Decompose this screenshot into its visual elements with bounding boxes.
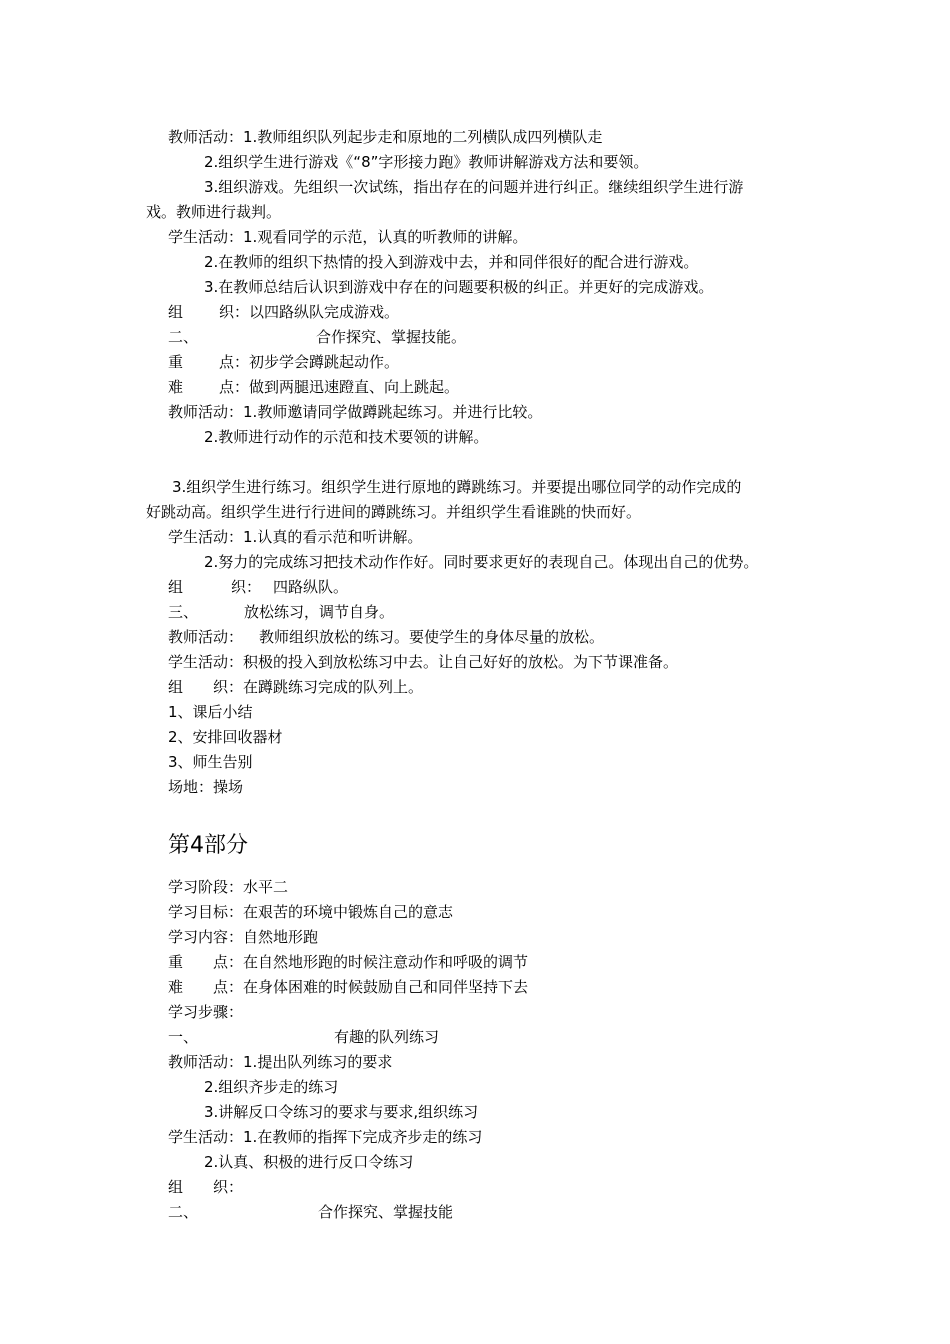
teacher-activity-item: 3.组织游戏。先组织一次试练，指出存在的问题并进行纠正。继续组织学生进行游	[204, 178, 744, 196]
student-activity-label: 学生活动：	[168, 528, 244, 546]
part-heading: 第4部分	[168, 833, 248, 858]
closing-item: 2、安排回收器材	[168, 728, 283, 746]
section-title: 放松练习，调节自身。	[244, 603, 395, 621]
student-activity-item: 1.观看同学的示范，认真的听教师的讲解。	[243, 228, 528, 246]
section-heading-3	[168, 602, 394, 622]
teacher-activity-line-1	[168, 1052, 392, 1072]
teacher-activity-item: 1.提出队列练习的要求	[243, 1053, 393, 1071]
teacher-activity-label: 教师活动：	[168, 128, 244, 146]
closing-item: 3、师生告别	[168, 753, 253, 771]
section-title: 有趣的队列练习	[334, 1028, 440, 1046]
student-activity-label: 学生活动：	[168, 228, 244, 246]
teacher-activity-item: 1.教师邀请同学做蹲跳起练习。并进行比较。	[243, 403, 543, 421]
student-activity-item: 2.在教师的组织下热情的投入到游戏中去，并和同伴很好的配合进行游戏。	[204, 253, 699, 271]
section-number: 二、	[168, 328, 199, 346]
teacher-activity-item: 2.组织学生进行游戏《“8”字形接力跑》教师讲解游戏方法和要领。	[204, 153, 649, 171]
section-number: 三、	[168, 603, 199, 621]
teacher-activity-label: 教师活动：	[168, 403, 244, 421]
teacher-activity-line	[168, 627, 604, 647]
teacher-activity-item: 2.组织齐步走的练习	[204, 1078, 339, 1096]
student-activity-item: 2.认真、积极的进行反口令练习	[204, 1153, 414, 1171]
section-number: 二、	[168, 1203, 199, 1221]
section-heading-2	[168, 327, 466, 347]
difficulty-line: 难 点：在身体困难的时候鼓励自己和同伴坚持下去	[168, 978, 529, 996]
student-activity-item: 3.在教师总结后认识到游戏中存在的问题要积极的纠正。并更好的完成游戏。	[204, 278, 714, 296]
student-activity-line-1	[168, 1127, 482, 1147]
student-activity-item: 1.在教师的指挥下完成齐步走的练习	[243, 1128, 483, 1146]
student-activity-item: 1.认真的看示范和听讲解。	[243, 528, 423, 546]
learning-content-line: 学习内容：自然地形跑	[168, 928, 319, 946]
closing-item: 1、课后小结	[168, 703, 253, 721]
teacher-activity-item-continuation: 好跳动高。组织学生进行行进间的蹲跳练习。并组织学生看谁跳的快而好。	[146, 503, 642, 521]
step-heading-1	[168, 1027, 439, 1047]
organization-line: 组 织：	[168, 1178, 244, 1196]
section-title: 合作探究、掌握技能	[318, 1203, 454, 1221]
teacher-activity-item: 1.教师组织队列起步走和原地的二列横队成四列横队走	[243, 128, 603, 146]
learning-goal-line: 学习目标：在艰苦的环境中锻炼自己的意志	[168, 903, 454, 921]
section-title: 合作探究、掌握技能。	[316, 328, 467, 346]
student-activity-line-1	[168, 527, 422, 547]
step-heading-2	[168, 1202, 453, 1222]
teacher-activity-item-continuation: 戏。教师进行裁判。	[146, 203, 282, 221]
teacher-activity-item: 2.教师进行动作的示范和技术要领的讲解。	[204, 428, 489, 446]
organization-line: 组 织： 四路纵队。	[168, 578, 349, 596]
teacher-activity-item: 3.组织学生进行练习。组织学生进行原地的蹲跳练习。并要提出哪位同学的动作完成的	[172, 478, 742, 496]
organization-line: 组 织：以四路纵队完成游戏。	[168, 303, 400, 321]
teacher-activity-line-1	[168, 402, 542, 422]
teacher-activity-item: 3.讲解反口令练习的要求与要求,组织练习	[204, 1103, 479, 1121]
teacher-activity-label: 教师活动：	[168, 628, 244, 646]
teacher-activity-item: 教师组织放松的练习。要使学生的身体尽量的放松。	[259, 628, 605, 646]
learning-stage-line: 学习阶段：水平二	[168, 878, 289, 896]
organization-line: 组 织：在蹲跳练习完成的队列上。	[168, 678, 424, 696]
difficulty-line: 难 点：做到两腿迅速蹬直、向上跳起。	[168, 378, 460, 396]
venue-line: 场地：操场	[168, 778, 244, 796]
key-point-line: 重 点：在自然地形跑的时候注意动作和呼吸的调节	[168, 953, 529, 971]
student-activity-item: 2.努力的完成练习把技术动作作好。同时要求更好的表现自己。体现出自己的优势。	[204, 553, 759, 571]
student-activity-label: 学生活动：	[168, 1128, 244, 1146]
teacher-activity-line-1	[168, 127, 602, 147]
teacher-activity-label: 教师活动：	[168, 1053, 244, 1071]
key-point-line: 重 点：初步学会蹲跳起动作。	[168, 353, 400, 371]
student-activity-line-1	[168, 227, 527, 247]
section-number: 一、	[168, 1028, 199, 1046]
student-activity-line: 学生活动：积极的投入到放松练习中去。让自己好好的放松。为下节课准备。	[168, 653, 679, 671]
learning-steps-label: 学习步骤：	[168, 1003, 244, 1021]
